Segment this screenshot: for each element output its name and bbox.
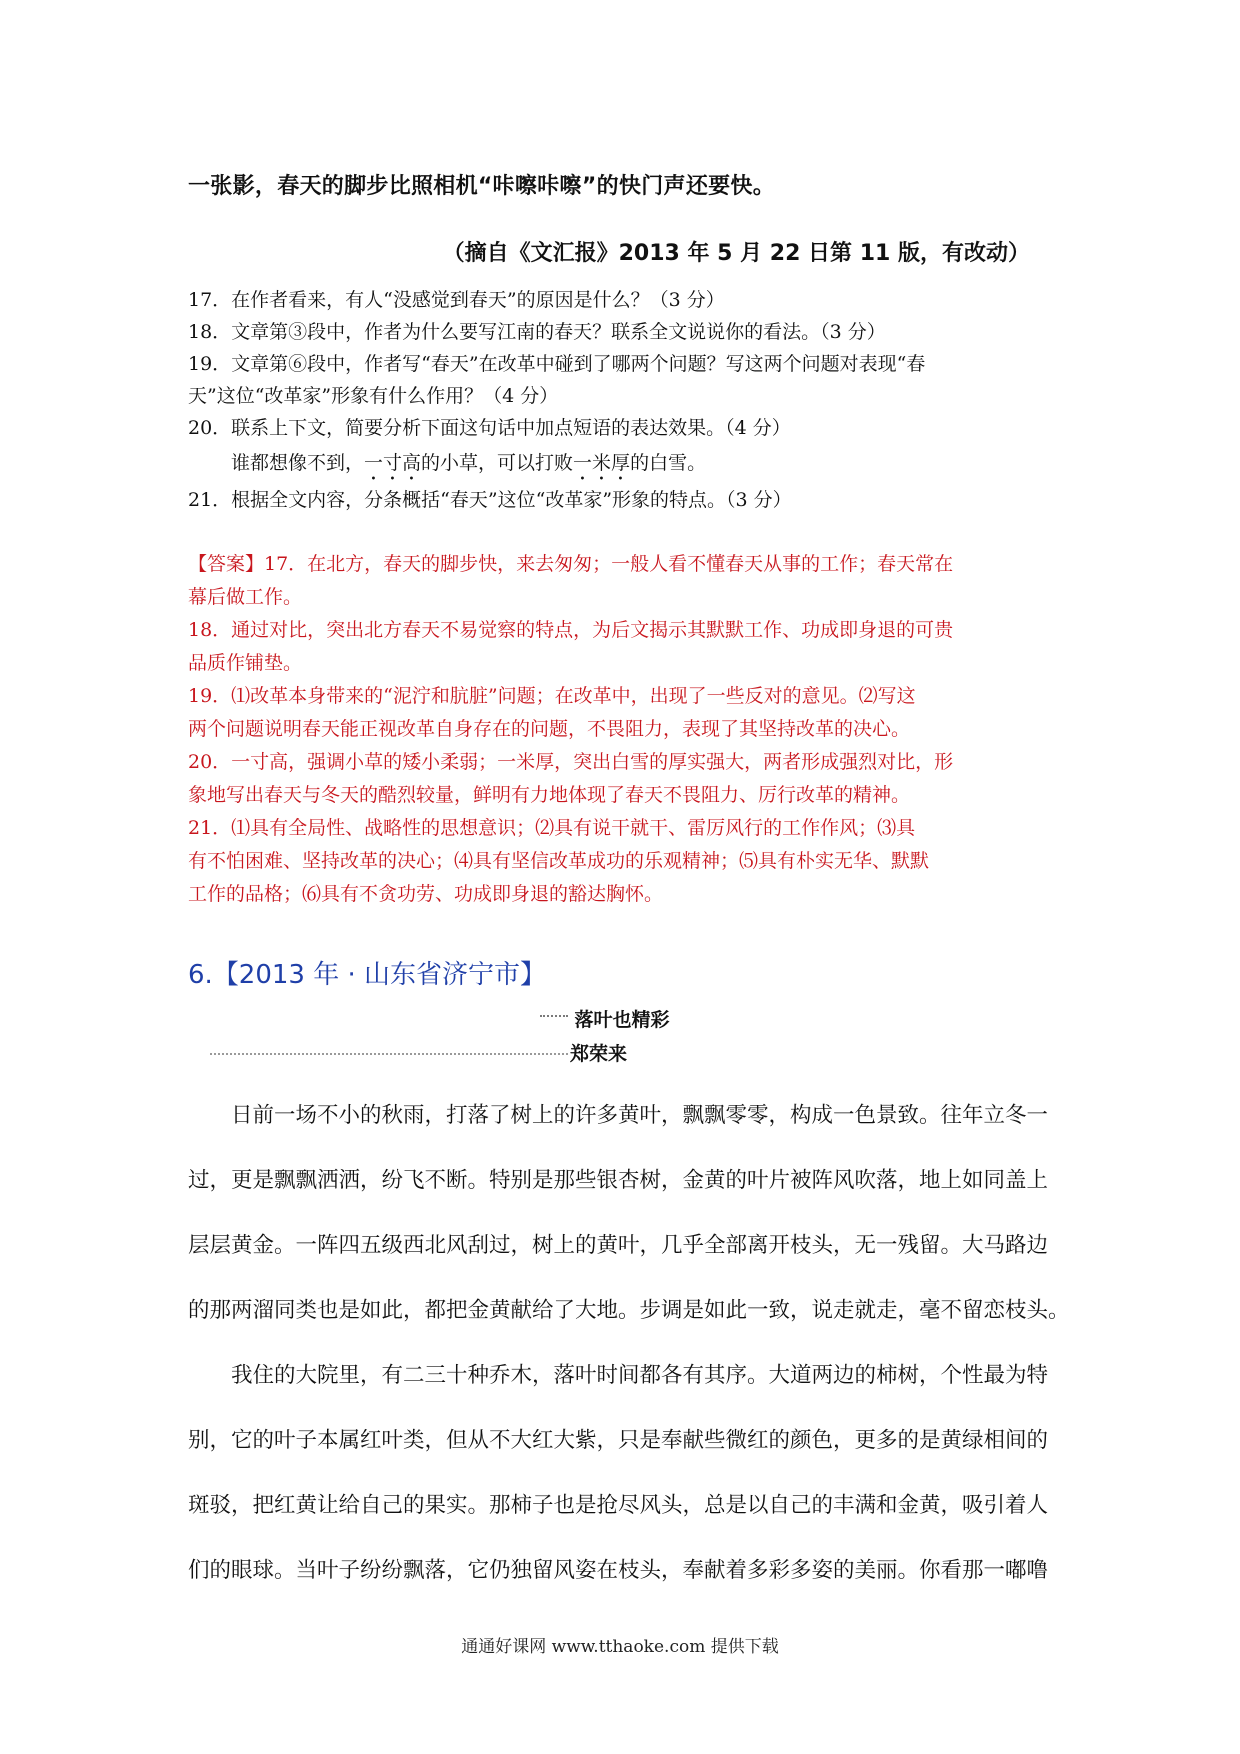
quote-text-2: 的小草，可以打败 (421, 452, 574, 474)
answer-line: 工作的品格；⑹具有不贪功劳、功成即身退的豁达胸怀。 (188, 883, 664, 905)
body-line: 的那两溜同类也是如此，都把金黄献给了大地。步调是如此一致，说走就走，毫不留恋枝头。 (188, 1298, 1070, 1323)
answer-line: 象地写出春天与冬天的酷烈较量，鲜明有力地体现了春天不畏阻力、厉行改革的精神。 (188, 784, 911, 806)
answer-line: 21．⑴具有全局性、战略性的思想意识；⑵具有说干就干、雷厉风行的工作作风；⑶具 (188, 817, 916, 839)
section-heading: 6.【2013 年 · 山东省济宁市】 (188, 960, 547, 990)
body-line: 别，它的叶子本属红叶类，但从不大红大紫，只是奉献些微红的颜色，更多的是黄绿相间的 (188, 1428, 1049, 1453)
article-author: 郑荣来 (570, 1043, 628, 1065)
answer-line: 20．一寸高，强调小草的矮小柔弱；一米厚，突出白雪的厚实强大，两者形成强烈对比，形 (188, 751, 954, 773)
question-20: 20．联系上下文，简要分析下面这句话中加点短语的表达效果。（4 分） (188, 417, 791, 439)
answer-line: 有不怕困难、坚持改革的决心；⑷具有坚信改革成功的乐观精神；⑸具有朴实无华、默默 (188, 850, 930, 872)
body-line: 层层黄金。一阵四五级西北风刮过，树上的黄叶，几乎全部离开枝头，无一残留。大马路边 (188, 1233, 1049, 1258)
body-line: 过，更是飘飘洒洒，纷飞不断。特别是那些银杏树，金黄的叶片被阵风吹落，地上如同盖上 (188, 1168, 1049, 1193)
passage-closing-line: 一张影，春天的脚步比照相机“咔嚓咔嚓”的快门声还要快。 (188, 174, 776, 199)
question-20-quoted-sentence (188, 444, 1056, 482)
answer-block (188, 548, 1056, 911)
page-footer: 通通好课网 www.tthaoke.com 提供下载 (461, 1637, 779, 1657)
answer-line: 两个问题说明春天能正视改革自身存在的问题，不畏阻力，表现了其坚持改革的决心。 (188, 718, 911, 740)
passage-source: （摘自《文汇报》2013 年 5 月 22 日第 11 版，有改动） (442, 241, 1030, 266)
question-21: 21．根据全文内容，分条概括“春天”这位“改革家”形象的特点。（3 分） (188, 489, 792, 511)
body-line: 日前一场不小的秋雨，打落了树上的许多黄叶，飘飘零零，构成一色景致。往年立冬一 (231, 1103, 1049, 1128)
question-18: 18．文章第③段中，作者为什么要写江南的春天？联系全文说说你的看法。（3 分） (188, 321, 886, 343)
question-19-line-2: 天”这位“改革家”形象有什么作用？（4 分） (188, 385, 559, 407)
article-body (188, 1083, 1070, 1603)
quote-text-3: 的白雪。 (630, 452, 707, 474)
answer-line: 幕后做工作。 (188, 586, 303, 608)
dotted-phrase-2: 一米厚 (573, 452, 631, 474)
answer-line: 【答案】17．在北方，春天的脚步快，来去匆匆；一般人看不懂春天从事的工作；春天常在 (188, 553, 954, 575)
body-line: 斑驳，把红黄让给自己的果实。那柿子也是抢尽风头，总是以自己的丰满和金黄，吸引着人 (188, 1493, 1049, 1518)
author-dot-leader (210, 1053, 568, 1055)
body-line: 我住的大院里，有二三十种乔木，落叶时间都各有其序。大道两边的柿树，个性最为特 (231, 1363, 1049, 1388)
answer-line: 18．通过对比，突出北方春天不易觉察的特点，为后文揭示其默默工作、功成即身退的可贵 (188, 619, 954, 641)
quote-text-1: 谁都想像不到， (231, 452, 365, 474)
question-19-line-1: 19．文章第⑥段中，作者写“春天”在改革中碰到了哪两个问题？写这两个问题对表现“春 (188, 353, 926, 375)
article-title: 落叶也精彩 (574, 1009, 670, 1031)
answer-line: 品质作铺垫。 (188, 652, 303, 674)
question-list (188, 284, 1056, 516)
question-17: 17．在作者看来，有人“没感觉到春天”的原因是什么？（3 分） (188, 289, 725, 311)
body-line: 们的眼球。当叶子纷纷飘落，它仍独留风姿在枝头，奉献着多彩多姿的美丽。你看那一嘟噜 (188, 1558, 1049, 1583)
dotted-phrase-1: 一寸高 (364, 452, 422, 474)
answer-line: 19．⑴改革本身带来的“泥泞和肮脏”问题；在改革中，出现了一些反对的意见。⑵写这 (188, 685, 916, 707)
